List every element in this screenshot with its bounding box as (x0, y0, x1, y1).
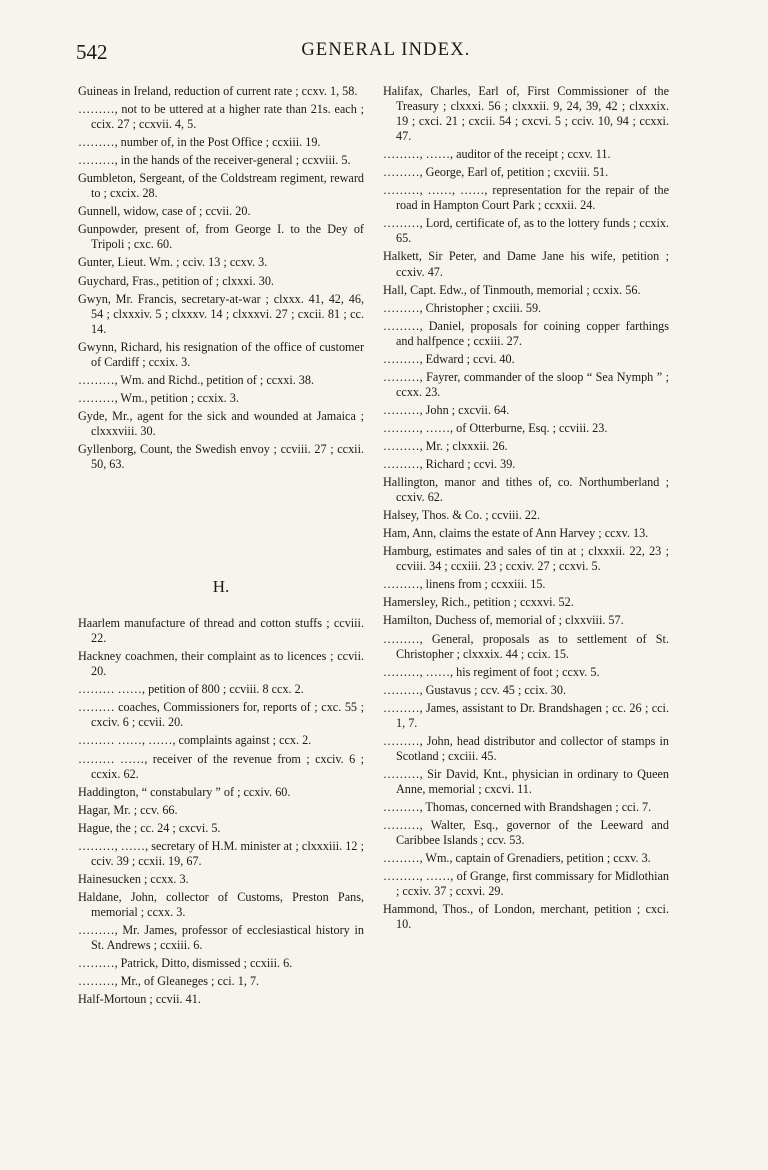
index-entry: Haarlem manufacture of thread and cotton stuffs ; ccviii. 22. (78, 616, 364, 646)
running-title: GENERAL INDEX. (301, 40, 471, 60)
index-entry: ………, number of, in the Post Office ; ccxiii. 19. (78, 135, 321, 150)
left-column (78, 84, 364, 1010)
index-entry: ………, Wm. and Richd., petition of ; ccxxi. 38. (78, 372, 315, 387)
index-entry: Ham, Ann, claims the estate of Ann Harvey ; ccxv. 13. (383, 526, 649, 541)
index-entry: ………, Mr. James, professor of ecclesiastical history in St. Andrews ; ccxiii. 6. (78, 922, 364, 953)
section-spacer (78, 594, 364, 616)
index-entry: Haddington, “ constabulary ” of ; ccxiv. 60. (78, 784, 291, 799)
index-entry: Half-Mortoun ; ccvii. 41. (78, 992, 201, 1007)
index-entry: ……… ……, petition of 800 ; ccviii. 8 ccx. 2. (78, 682, 304, 697)
index-entry: ………, ……, his regiment of foot ; ccxv. 5. (383, 664, 600, 679)
index-entry: ………, Patrick, Ditto, dismissed ; ccxiii. 6. (78, 956, 293, 971)
index-entry: ………, Walter, Esq., governor of the Leeward and Caribbee Islands ; ccv. 53. (383, 818, 669, 848)
index-entry: ………, John, head distributor and collector of stamps in Scotland ; cxciii. 45. (383, 733, 669, 763)
index-entry: ………, Gustavus ; ccv. 45 ; ccix. 30. (383, 682, 567, 697)
index-entry: Haldane, John, collector of Customs, Preston Pans, memorial ; ccxx. 3. (78, 889, 364, 919)
index-entry: Halifax, Charles, Earl of, First Commissioner of the Treasury ; clxxxi. 56 ; clxxxii. 9, 24, 39, 42 ; clxxxix. 19 ; cxci. 21 ; cxcii. 54 ; cxcvi. 5 ; cciv. 10, 94 ; ccxxi. 47. (383, 84, 669, 144)
index-entries-g (78, 84, 364, 472)
index-entry: Gumbleton, Sergeant, of the Coldstream regiment, reward to ; cxcix. 28. (78, 171, 364, 201)
index-entry: ………, not to be uttered at a higher rate than 21s. each ; ccix. 27 ; ccxvii. 4, 5. (78, 102, 364, 132)
index-entry: ………, Sir David, Knt., physician in ordinary to Queen Anne, memorial ; cxcvi. 11. (383, 766, 669, 796)
index-entry: ………, Mr., of Gleaneges ; cci. 1, 7. (78, 974, 260, 989)
index-entry: Hamburg, estimates and sales of tin at ; clxxxii. 22, 23 ; ccviii. 34 ; ccxiii. 23 ; ccxiv. 27 ; ccxvi. 5. (383, 544, 669, 574)
page-number: 542 (76, 40, 108, 64)
index-entry: ………, George, Earl of, petition ; cxcviii. 51. (383, 165, 609, 180)
index-entries-h (78, 616, 364, 1007)
index-entry: ………, linens from ; ccxxiii. 15. (383, 577, 546, 592)
index-entry: ………, Thomas, concerned with Brandshagen ; cci. 7. (383, 799, 652, 814)
index-entry: ………, ……, auditor of the receipt ; ccxv. 11. (383, 147, 611, 162)
index-entry: Gwyn, Mr. Francis, secretary-at-war ; clxxx. 41, 42, 46, 54 ; clxxxiv. 5 ; clxxxv. 14 ; clxxxvi. 27 ; cxcii. 81 ; cc. 14. (78, 291, 364, 336)
index-entry: Guineas in Ireland, reduction of current rate ; ccxv. 1, 58. (78, 84, 358, 98)
page-header (76, 40, 696, 70)
index-entry: ………, Richard ; ccvi. 39. (383, 457, 516, 472)
index-entry: Hagar, Mr. ; ccv. 66. (78, 802, 178, 817)
index-entry: ………, in the hands of the receiver-general ; ccxviii. 5. (78, 153, 351, 168)
right-column (383, 84, 669, 935)
index-entry: Gunter, Lieut. Wm. ; cciv. 13 ; ccxv. 3. (78, 255, 268, 270)
index-entry: Halsey, Thos. & Co. ; ccviii. 22. (383, 508, 541, 523)
index-entry: ………, Fayrer, commander of the sloop “ Sea Nymph ” ; ccxx. 23. (383, 369, 669, 399)
index-entry: ………, Christopher ; cxciii. 59. (383, 300, 542, 315)
index-entry: Gunnell, widow, case of ; ccvii. 20. (78, 204, 251, 219)
index-entry: ………, Lord, certificate of, as to the lottery funds ; ccxix. 65. (383, 216, 669, 246)
index-entry: ………, Wm., petition ; ccxix. 3. (78, 390, 239, 405)
index-entry: Hackney coachmen, their complaint as to licences ; ccvii. 20. (78, 649, 364, 679)
index-entries-right (383, 84, 669, 932)
index-entry: Hamilton, Duchess of, memorial of ; clxxviii. 57. (383, 613, 624, 628)
index-entry: Gunpowder, present of, from George I. to the Dey of Tripoli ; cxc. 60. (78, 222, 364, 252)
index-entry: Hallington, manor and tithes of, co. Northumberland ; ccxiv. 62. (383, 475, 669, 505)
index-entry: ………, Daniel, proposals for coining copper farthings and halfpence ; ccxiii. 27. (383, 318, 669, 348)
section-heading-h: H. (212, 577, 230, 597)
index-entry: ………, John ; cxcvii. 64. (383, 402, 510, 417)
index-entry: ………, Wm., captain of Grenadiers, petition ; ccxv. 3. (383, 851, 651, 866)
index-entry: Gwynn, Richard, his resignation of the office of customer of Cardiff ; ccxix. 3. (78, 339, 364, 369)
index-entry: Hamersley, Rich., petition ; ccxxvi. 52. (383, 595, 574, 610)
index-entry: ……… ……, receiver of the revenue from ; cxciv. 6 ; ccxix. 62. (78, 751, 364, 781)
index-entry: Hague, the ; cc. 24 ; cxcvi. 5. (78, 820, 221, 835)
index-entry: Halkett, Sir Peter, and Dame Jane his wife, petition ; ccxiv. 47. (383, 249, 669, 279)
index-entry: ………, James, assistant to Dr. Brandshagen ; cc. 26 ; cci. 1, 7. (383, 700, 669, 730)
section-spacer (78, 475, 364, 579)
index-entry: ………, ……, of Otterburne, Esq. ; ccviii. 23. (383, 420, 608, 435)
index-entry: ……… coaches, Commissioners for, reports of ; cxc. 55 ; cxciv. 6 ; ccvii. 20. (78, 700, 364, 730)
index-entry: Hammond, Thos., of London, merchant, petition ; cxci. 10. (383, 902, 669, 932)
index-entry: ……… ……, ……, complaints against ; ccx. 2. (78, 733, 312, 748)
index-entry: ………, Edward ; ccvi. 40. (383, 351, 515, 366)
index-entry: ………, ……, of Grange, first commissary for Midlothian ; ccxiv. 37 ; ccxvi. 29. (383, 869, 669, 899)
index-entry: ………, General, proposals as to settlement of St. Christopher ; clxxxix. 44 ; ccix. 15. (383, 631, 669, 661)
index-entry: Hainesucken ; ccxx. 3. (78, 871, 189, 886)
index-entry: ………, ……, secretary of H.M. minister at ; clxxxiii. 12 ; cciv. 39 ; ccxii. 19, 67. (78, 838, 364, 868)
index-entry: Guychard, Fras., petition of ; clxxxi. 30. (78, 273, 274, 288)
index-entry: ………, ……, ……, representation for the repair of the road in Hampton Court Park ; ccxxii. 24. (383, 183, 669, 213)
index-entry: ………, Mr. ; clxxxii. 26. (383, 438, 508, 453)
index-entry: Hall, Capt. Edw., of Tinmouth, memorial ; ccxix. 56. (383, 282, 641, 297)
column-gutter (371, 84, 372, 1084)
index-entry: Gyde, Mr., agent for the sick and wounded at Jamaica ; clxxxviii. 30. (78, 408, 364, 438)
index-entry: Gyllenborg, Count, the Swedish envoy ; ccviii. 27 ; ccxii. 50, 63. (78, 441, 364, 472)
